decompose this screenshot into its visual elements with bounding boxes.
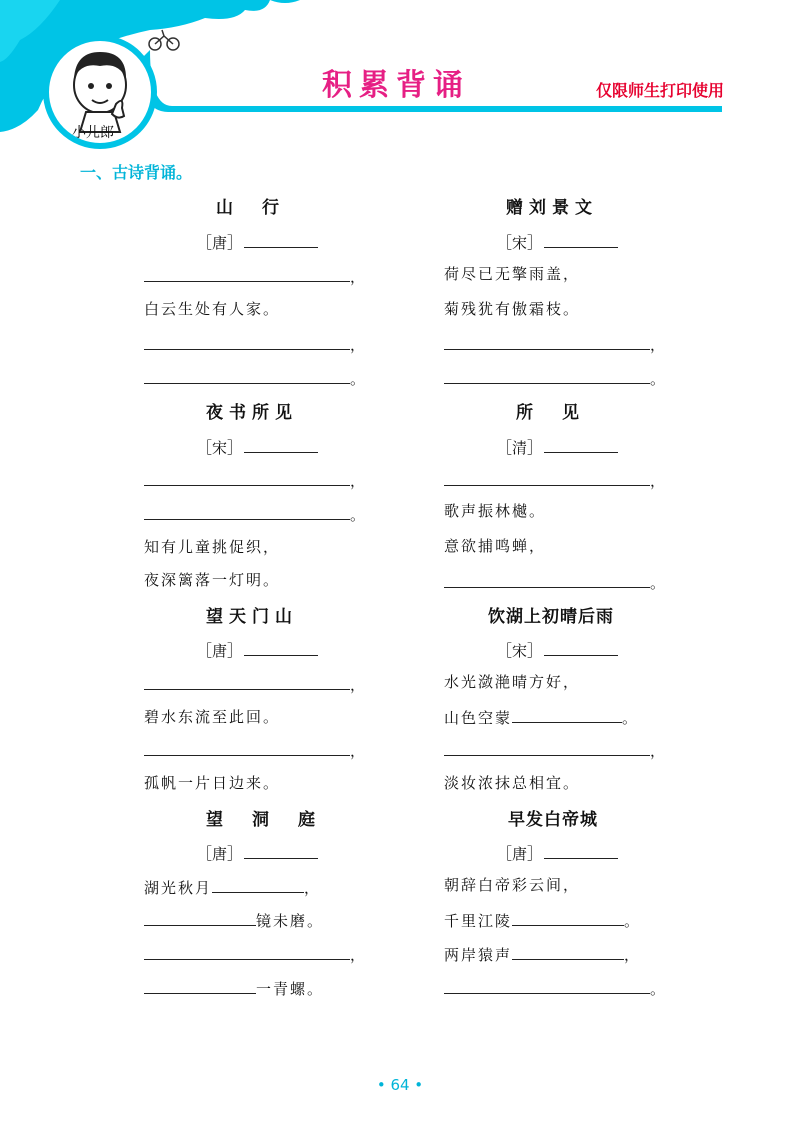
poem-line: 知有儿童挑促织， (144, 538, 281, 556)
mascot-label: 小儿郎 (72, 125, 114, 141)
fill-blank[interactable] (144, 265, 350, 282)
poem-line: ， (144, 333, 367, 355)
poem-line: ， (444, 469, 667, 491)
poem-line: 朝辞白帝彩云间， (444, 876, 581, 894)
author-blank[interactable] (244, 842, 318, 859)
poem-title-baidi: 早发白帝城 (508, 810, 598, 830)
poem-line: ， (444, 739, 667, 761)
fill-blank[interactable] (144, 673, 350, 690)
fill-blank[interactable] (512, 706, 622, 723)
poem-line: ， (144, 739, 367, 761)
fill-blank[interactable] (444, 571, 650, 588)
fill-blank[interactable] (144, 469, 350, 486)
dynasty-line: ［唐］ (196, 230, 318, 253)
poem-line: 。 (444, 571, 667, 593)
dynasty-line: ［唐］ (496, 841, 618, 864)
poem-title-zengliu: 赠刘景文 (506, 198, 598, 218)
poem-line: 荷尽已无擎雨盖， (444, 265, 581, 283)
author-blank[interactable] (244, 639, 318, 656)
dynasty-line: ［宋］ (496, 638, 618, 661)
poem-line: 菊残犹有傲霜枝。 (444, 300, 581, 318)
fill-blank[interactable] (144, 943, 350, 960)
poem-line: 歌声振林樾。 (444, 502, 547, 520)
author-blank[interactable] (244, 231, 318, 248)
dynasty-name: 宋 (512, 642, 528, 660)
dynasty-name: 清 (512, 439, 528, 457)
poem-line: 水光潋滟晴方好， (444, 673, 581, 691)
dynasty-line: ［宋］ (196, 435, 318, 458)
page-header (0, 0, 800, 150)
fill-blank[interactable] (512, 909, 624, 926)
poem-line: 夜深篱落一灯明。 (144, 571, 281, 589)
dynasty-line: ［唐］ (196, 638, 318, 661)
author-blank[interactable] (544, 842, 618, 859)
dynasty-name: 宋 (512, 234, 528, 252)
fill-blank[interactable] (212, 876, 304, 893)
fill-blank[interactable] (512, 943, 624, 960)
fill-blank[interactable] (144, 367, 350, 384)
poem-line: ， (144, 673, 367, 695)
print-restriction-note: 仅限师生打印使用 (596, 81, 725, 100)
page-title: 积累背诵 (322, 68, 470, 103)
dynasty-name: 唐 (212, 234, 228, 252)
author-blank[interactable] (544, 231, 618, 248)
fill-blank[interactable] (444, 333, 650, 350)
fill-blank[interactable] (444, 977, 650, 994)
poem-title-suojian: 所 见 (516, 403, 585, 423)
poem-line: 山色空蒙 。 (444, 706, 639, 728)
poem-line: ， (444, 333, 667, 355)
poem-line: 碧水东流至此回。 (144, 708, 281, 726)
dynasty-line: ［唐］ (196, 841, 318, 864)
fill-blank[interactable] (144, 909, 256, 926)
poem-line: 镜未磨。 (144, 909, 324, 931)
poem-line: 。 (144, 503, 367, 525)
dynasty-name: 宋 (212, 439, 228, 457)
dynasty-name: 唐 (512, 845, 528, 863)
poem-line: ， (144, 943, 367, 965)
poem-line: 千里江陵 。 (444, 909, 641, 931)
author-blank[interactable] (244, 436, 318, 453)
poem-line: 。 (444, 977, 667, 999)
dynasty-name: 唐 (212, 642, 228, 660)
dynasty-name: 唐 (212, 845, 228, 863)
fill-blank[interactable] (144, 977, 256, 994)
fill-blank[interactable] (144, 503, 350, 520)
poem-line: 两岸猿声 ， (444, 943, 641, 965)
poem-line: ， (144, 265, 367, 287)
poem-line: 。 (144, 367, 367, 389)
author-blank[interactable] (544, 639, 618, 656)
fill-blank[interactable] (144, 333, 350, 350)
poem-line: 白云生处有人家。 (144, 300, 281, 318)
fill-blank[interactable] (444, 469, 650, 486)
poem-title-tianmen: 望天门山 (206, 607, 298, 627)
page-number: • 64 • (376, 1076, 424, 1094)
poem-line: 湖光秋月 ， (144, 876, 321, 898)
fill-blank[interactable] (144, 739, 350, 756)
poem-title-yinhu: 饮湖上初晴后雨 (488, 607, 614, 627)
dynasty-line: ［宋］ (496, 230, 618, 253)
poem-line: 淡妆浓抹总相宜。 (444, 774, 581, 792)
poem-line: 意欲捕鸣蝉， (444, 537, 547, 555)
poem-line: ， (144, 469, 367, 491)
poem-title-dongting: 望 洞 庭 (206, 810, 321, 830)
fill-blank[interactable] (444, 739, 650, 756)
dynasty-line: ［清］ (496, 435, 618, 458)
poem-title-yeshu: 夜书所见 (206, 403, 298, 423)
poem-line: 孤帆一片日边来。 (144, 774, 281, 792)
section-title: 一、古诗背诵。 (80, 163, 193, 182)
poem-line: 。 (444, 367, 667, 389)
fill-blank[interactable] (444, 367, 650, 384)
poem-title-shanxing: 山 行 (216, 198, 285, 218)
poem-line: 一青螺。 (144, 977, 324, 999)
author-blank[interactable] (544, 436, 618, 453)
